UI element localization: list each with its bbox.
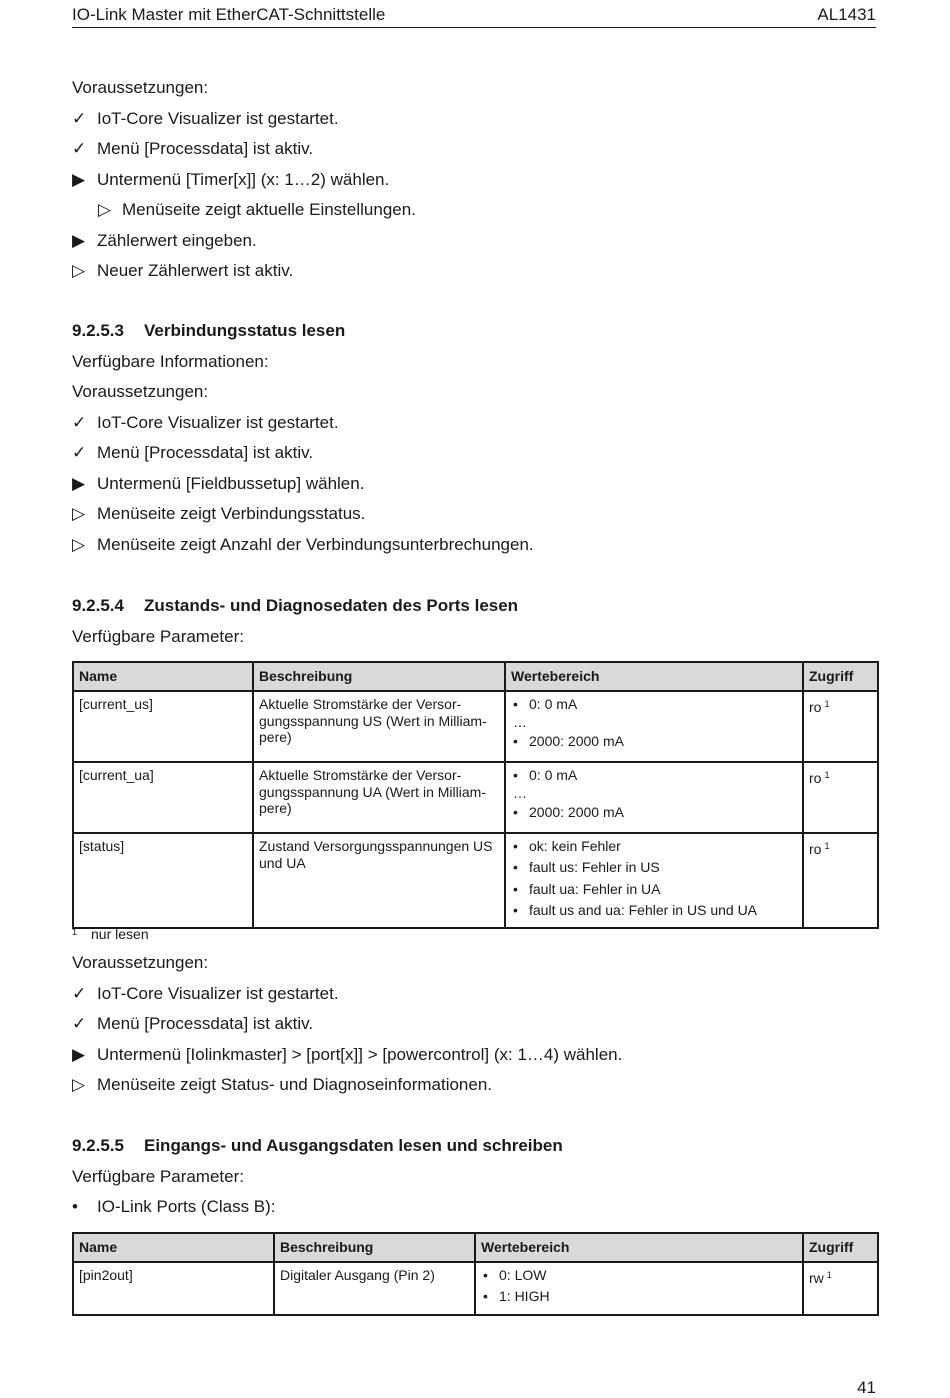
param-description: Digitaler Ausgang (Pin 2) <box>274 1262 475 1315</box>
check-icon: ✓ <box>72 139 87 158</box>
table-row <box>73 1262 878 1315</box>
footnote-mark: 1 <box>824 699 830 709</box>
document-title: IO-Link Master mit EtherCAT-Schnittstelle <box>72 5 386 24</box>
section-heading: 9.2.5.3 Verbindungsstatus lesen <box>72 321 346 340</box>
list-item: ✓ Menü [Processdata] ist aktiv. <box>72 1009 876 1040</box>
parameter-table <box>72 1232 879 1316</box>
table-row <box>73 833 878 928</box>
column-header: Beschreibung <box>253 662 505 691</box>
range-value: • 0: LOW <box>481 1267 797 1284</box>
list-item: ▷ Menüseite zeigt aktuelle Einstellungen. <box>72 195 876 226</box>
param-name: [pin2out] <box>73 1262 274 1315</box>
bullet-icon: • <box>72 1197 78 1216</box>
action-arrow-icon: ▶ <box>72 473 86 493</box>
available-label: Verfügbare Informationen: <box>72 351 269 371</box>
list-item: ▷ Menüseite zeigt Anzahl der Verbindungsunterbrechungen. <box>72 530 876 561</box>
check-icon: ✓ <box>72 1014 87 1033</box>
column-header: Wertebereich <box>475 1233 803 1262</box>
list-item: ▶ Untermenü [Iolinkmaster] > [port[x]] > [powercontrol] (x: 1…4) wählen. <box>72 1040 876 1071</box>
range-value: • ok: kein Fehler <box>511 838 797 855</box>
list-item: ▷ Menüseite zeigt Verbindungsstatus. <box>72 499 876 530</box>
page-header <box>72 4 876 28</box>
section-9254-steps <box>72 948 876 1101</box>
table-footnote: $^1$ nur lesen <box>72 926 149 942</box>
column-header: Wertebereich <box>505 662 803 691</box>
action-arrow-icon: ▶ <box>72 230 86 250</box>
column-header: Beschreibung <box>274 1233 475 1262</box>
available-label: Verfügbare Parameter: <box>72 626 244 646</box>
param-access: ro $^1$ <box>803 691 878 762</box>
section-9253 <box>72 316 876 560</box>
product-code: AL1431 <box>817 5 876 24</box>
range-ellipsis: … <box>513 785 527 802</box>
result-arrow-icon: ▷ <box>72 504 86 523</box>
port-diagnostics-table-wrap <box>72 661 876 929</box>
footnote-mark: 1 <box>824 770 830 780</box>
table-header-row <box>73 1233 878 1262</box>
list-item: ✓ Menü [Processdata] ist aktiv. <box>72 134 876 165</box>
check-icon: ✓ <box>72 443 87 462</box>
section-9255 <box>72 1131 876 1223</box>
check-icon: ✓ <box>72 108 87 128</box>
section-timer-steps <box>72 73 876 287</box>
section-9254 <box>72 591 876 652</box>
page-number: 41 <box>857 1378 876 1397</box>
section-heading: 9.2.5.4 Zustands- und Diagnosedaten des Ports lesen <box>72 596 519 615</box>
range-value: • 1: HIGH <box>481 1288 797 1305</box>
range-value: • 0: 0 mA <box>511 696 797 713</box>
list-item: ✓ Menü [Processdata] ist aktiv. <box>72 438 876 469</box>
range-value: • fault us and ua: Fehler in US und UA <box>511 902 797 919</box>
parameter-table <box>72 661 879 929</box>
result-arrow-icon: ▷ <box>98 200 112 219</box>
param-name: [status] <box>73 833 253 928</box>
list-item: • IO-Link Ports (Class B): <box>72 1192 876 1223</box>
table-row <box>73 762 878 833</box>
param-description: Zustand Versorgungsspannungen US und UA <box>253 833 505 928</box>
range-ellipsis: … <box>513 714 527 731</box>
check-icon: ✓ <box>72 983 87 1003</box>
action-arrow-icon: ▶ <box>72 1044 86 1064</box>
list-item: ▷ Menüseite zeigt Status- und Diagnoseinformationen. <box>72 1070 876 1101</box>
range-value: • 2000: 2000 mA <box>511 804 797 821</box>
result-arrow-icon: ▷ <box>72 534 86 554</box>
list-item: ▶ Untermenü [Fieldbussetup] wählen. <box>72 469 876 500</box>
param-range <box>475 1262 803 1315</box>
param-range <box>505 833 803 928</box>
check-icon: ✓ <box>72 412 87 432</box>
range-value: • fault ua: Fehler in UA <box>511 881 797 898</box>
table-header-row <box>73 662 878 691</box>
param-description: Aktuelle Stromstärke der Versor-gungsspannung US (Wert in Milliam-pere) <box>253 691 505 762</box>
range-value: • 0: 0 mA <box>511 767 797 784</box>
list-item: ✓ IoT-Core Visualizer ist gestartet. <box>72 979 876 1010</box>
column-header: Name <box>73 662 253 691</box>
result-arrow-icon: ▷ <box>72 261 86 280</box>
column-header: Zugriff <box>803 662 878 691</box>
available-label: Verfügbare Parameter: <box>72 1166 244 1186</box>
list-item: ✓ IoT-Core Visualizer ist gestartet. <box>72 104 876 135</box>
column-header: Name <box>73 1233 274 1262</box>
section-heading: 9.2.5.5 Eingangs- und Ausgangsdaten lesen und schreiben <box>72 1136 563 1155</box>
param-access: rw $^1$ <box>803 1262 878 1315</box>
list-item: ▶ Untermenü [Timer[x]] (x: 1…2) wählen. <box>72 165 876 196</box>
table-row <box>73 691 878 762</box>
param-description: Aktuelle Stromstärke der Versor-gungsspannung UA (Wert in Milliam-pere) <box>253 762 505 833</box>
footnote-mark: 1 <box>824 841 830 851</box>
list-item: ✓ IoT-Core Visualizer ist gestartet. <box>72 408 876 439</box>
param-name: [current_ua] <box>73 762 253 833</box>
list-item: ▷ Neuer Zählerwert ist aktiv. <box>72 256 876 287</box>
param-range <box>505 691 803 762</box>
prereq-label: Voraussetzungen: <box>72 382 209 401</box>
prereq-label: Voraussetzungen: <box>72 953 209 972</box>
param-access: ro $^1$ <box>803 762 878 833</box>
range-value: • fault us: Fehler in US <box>511 859 797 876</box>
result-arrow-icon: ▷ <box>72 1075 86 1094</box>
prereq-label: Voraussetzungen: <box>72 78 209 97</box>
param-name: [current_us] <box>73 691 253 762</box>
io-data-table-wrap <box>72 1232 876 1316</box>
footnote-mark: 1 <box>826 1270 832 1280</box>
list-item: ▶ Zählerwert eingeben. <box>72 226 876 257</box>
action-arrow-icon: ▶ <box>72 169 86 189</box>
param-access: ro $^1$ <box>803 833 878 928</box>
column-header: Zugriff <box>803 1233 878 1262</box>
range-value: • 2000: 2000 mA <box>511 733 797 750</box>
param-range <box>505 762 803 833</box>
